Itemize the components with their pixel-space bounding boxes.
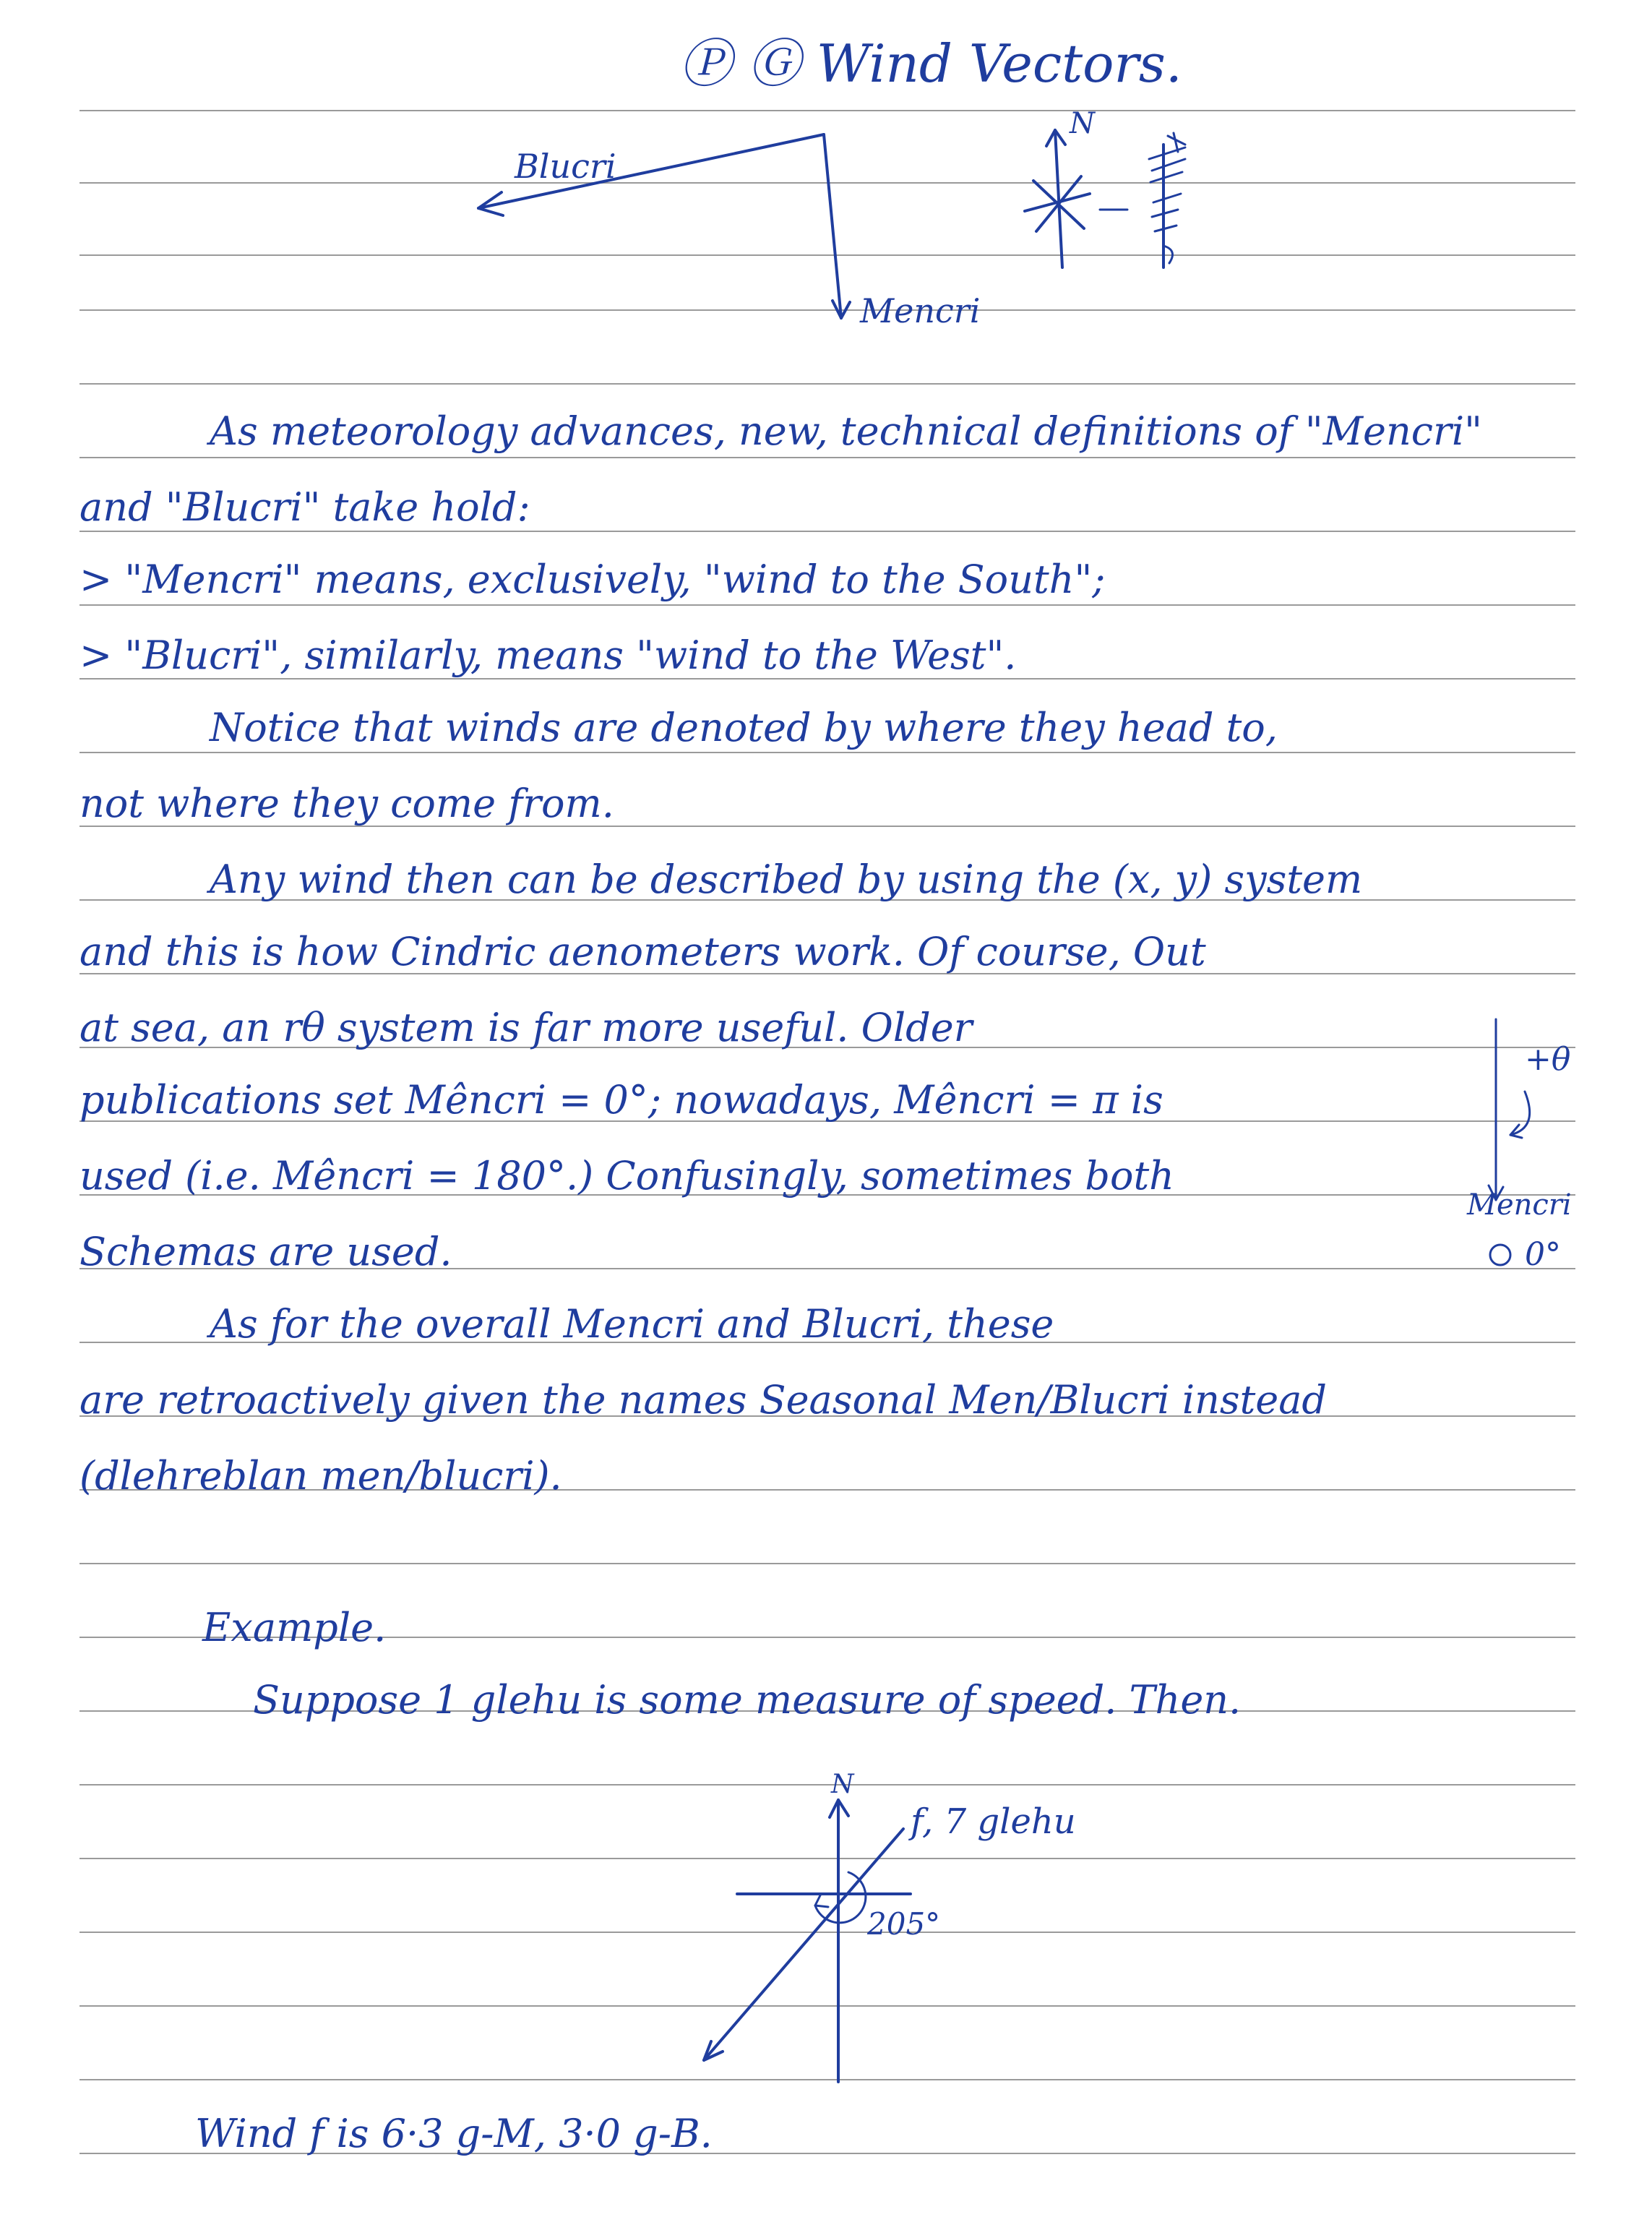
- page-marks: Ⓟ Ⓖ: [679, 33, 800, 94]
- para3-line1: Any wind then can be described by using the (x, y) system: [210, 857, 1363, 902]
- para1-line1: As meteorology advances, new, technical definitions of "Mencri": [210, 408, 1482, 454]
- mencri-arrow: [824, 134, 841, 318]
- top-wind-diagram: [434, 101, 1301, 347]
- para4-line2: are retroactively given the names Seasonal Men/Blucri instead: [79, 1377, 1327, 1423]
- para3-line4: publications set Mêncri = 0°; nowadays, Mêncri = π is: [79, 1077, 1163, 1123]
- blucri-label: Blucri: [515, 147, 616, 186]
- example-result: Wind f is 6·3 g-M, 3·0 g-B.: [195, 2111, 713, 2156]
- para4-line3: (dlehreblan men/blucri).: [79, 1453, 562, 1499]
- vector-label: f, 7 glehu: [911, 1801, 1076, 1842]
- angle-label: 205°: [867, 1906, 941, 1942]
- wind-barb-icon: [1149, 133, 1185, 267]
- north-label: N: [831, 1770, 854, 1799]
- example-line1: Suppose 1 glehu is some measure of speed. Then.: [253, 1677, 1242, 1723]
- para3-line2: and this is how Cindric aenometers work. Of course, Out: [79, 929, 1206, 974]
- mencri-label: Mencri: [860, 291, 981, 330]
- para3-line6: Schemas are used.: [79, 1229, 452, 1274]
- vector-f: [704, 1829, 903, 2060]
- angle-arc: [815, 1872, 866, 1923]
- para1-line2: and "Blucri" take hold:: [79, 484, 530, 530]
- example-heading: Example.: [202, 1605, 387, 1650]
- para1-line4: > "Blucri", similarly, means "wind to the West".: [79, 633, 1017, 678]
- page-title-text: Wind Vectors.: [816, 33, 1182, 94]
- side-theta-diagram: [1453, 983, 1619, 1287]
- compass-icon: [1025, 107, 1127, 267]
- page-title: [679, 22, 1182, 97]
- para3-line5: used (i.e. Mêncri = 180°.) Confusingly, sometimes both: [79, 1153, 1174, 1199]
- side-zero-label: 0°: [1525, 1236, 1561, 1273]
- example-vector-diagram: [694, 1764, 1257, 2118]
- para4-line1: As for the overall Mencri and Blucri, these: [210, 1301, 1054, 1347]
- para2-line1: Notice that winds are denoted by where they head to,: [210, 705, 1278, 750]
- para1-line3: > "Mencri" means, exclusively, "wind to the South";: [79, 557, 1106, 602]
- compass-north-label: N: [1070, 107, 1095, 140]
- para2-line2: not where they come from.: [79, 781, 614, 826]
- theta-label: +θ: [1525, 1041, 1571, 1078]
- side-mencri-label: Mencri: [1467, 1188, 1572, 1222]
- para3-line3: at sea, an rθ system is far more useful. Older: [79, 1005, 973, 1050]
